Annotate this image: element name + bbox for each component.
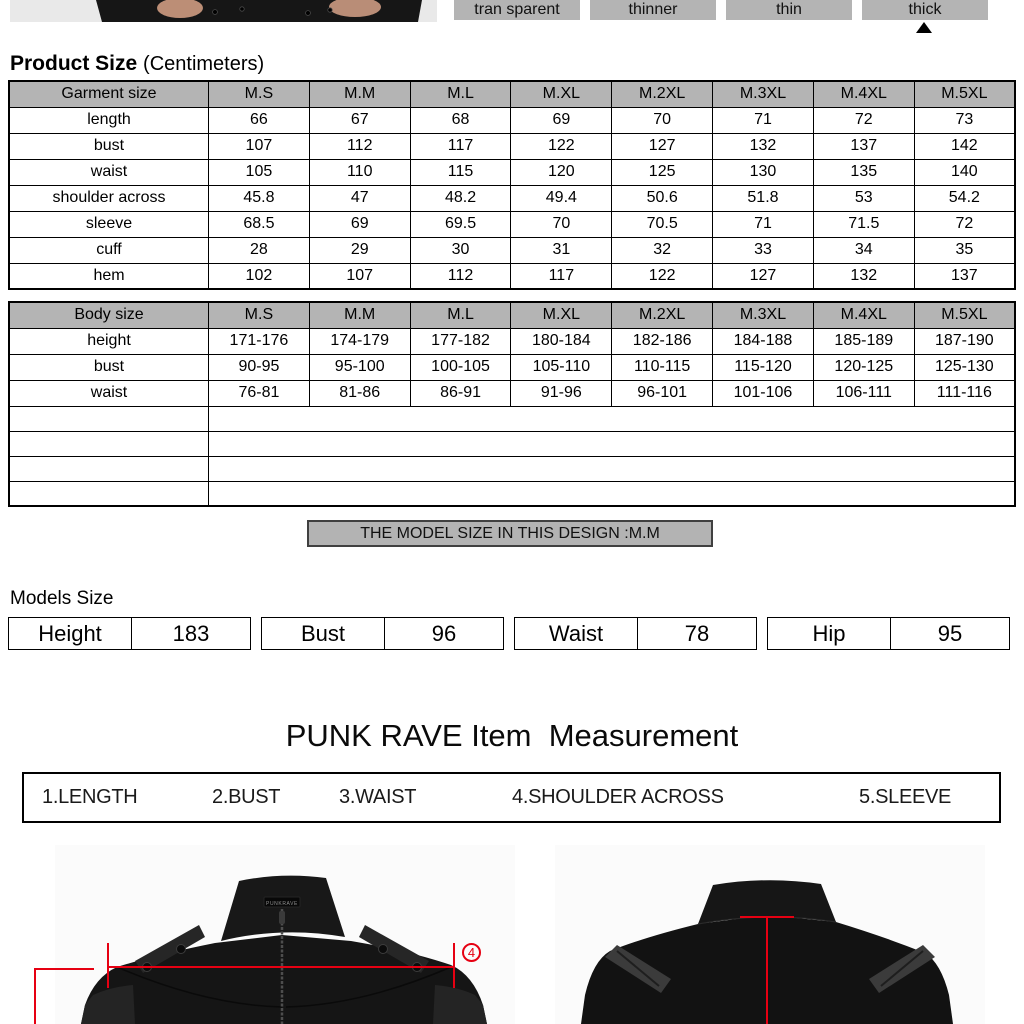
shoulder-measure-line	[108, 966, 455, 968]
row-label: length	[9, 107, 209, 133]
measurement-legend-box	[22, 772, 1001, 823]
size-value: 115	[410, 159, 511, 185]
column-header: M.M	[309, 302, 410, 328]
model-bust-value: 96	[431, 621, 457, 646]
empty-row	[9, 431, 1015, 456]
size-value: 107	[309, 263, 410, 289]
size-value: 28	[209, 237, 310, 263]
size-value: 66	[209, 107, 310, 133]
column-header: M.S	[209, 81, 310, 107]
size-value: 110-115	[612, 354, 713, 380]
row-label	[9, 431, 209, 456]
empty-cell	[209, 406, 1016, 431]
size-value: 47	[309, 185, 410, 211]
size-value: 67	[309, 107, 410, 133]
thickness-option-thinner: thinner	[590, 0, 716, 20]
column-header: M.5XL	[914, 81, 1015, 107]
measurement-heading: PUNK RAVE Item Measurement	[285, 718, 739, 753]
models-size-heading: Models Size	[10, 588, 114, 609]
model-waist-value: 78	[684, 621, 710, 646]
empty-cell	[209, 456, 1016, 481]
model-hip-value: 95	[937, 621, 963, 646]
column-header: M.XL	[511, 81, 612, 107]
column-header: M.2XL	[612, 302, 713, 328]
size-row	[9, 263, 1015, 289]
size-value: 69	[309, 211, 410, 237]
size-value: 71	[713, 107, 814, 133]
column-header: M.XL	[511, 302, 612, 328]
size-value: 31	[511, 237, 612, 263]
size-value: 142	[914, 133, 1015, 159]
size-value: 177-182	[410, 328, 511, 354]
column-header: Body size	[9, 302, 209, 328]
size-value: 70	[511, 211, 612, 237]
model-height-value: 183	[172, 621, 210, 646]
size-value: 115-120	[713, 354, 814, 380]
size-row	[9, 133, 1015, 159]
product-size-heading	[10, 52, 264, 76]
size-value: 54.2	[914, 185, 1015, 211]
size-value: 71	[713, 211, 814, 237]
size-row	[9, 380, 1015, 406]
model-hip-label: Hip	[768, 618, 891, 649]
size-value: 96-101	[612, 380, 713, 406]
model-waist-label: Waist	[515, 618, 638, 649]
size-value: 117	[511, 263, 612, 289]
size-value: 100-105	[410, 354, 511, 380]
size-value: 171-176	[209, 328, 310, 354]
shoulder-measure-tick-left	[107, 943, 109, 988]
column-header: M.4XL	[813, 81, 914, 107]
size-value: 91-96	[511, 380, 612, 406]
legend-item-length: 1.LENGTH	[42, 786, 138, 808]
size-value: 105-110	[511, 354, 612, 380]
row-label	[9, 456, 209, 481]
size-value: 32	[612, 237, 713, 263]
size-value: 117	[410, 133, 511, 159]
size-value: 132	[813, 263, 914, 289]
column-header: Garment size	[9, 81, 209, 107]
row-label	[9, 481, 209, 506]
shoulder-measure-tick-right	[453, 943, 455, 988]
size-value: 50.6	[612, 185, 713, 211]
thickness-option-thick: thick	[862, 0, 988, 20]
thickness-option-transparent: tran sparent	[454, 0, 580, 20]
size-value: 81-86	[309, 380, 410, 406]
header-row	[9, 81, 1015, 107]
size-value: 30	[410, 237, 511, 263]
size-value: 112	[410, 263, 511, 289]
garment-size-table	[8, 80, 1016, 290]
size-value: 132	[713, 133, 814, 159]
size-value: 29	[309, 237, 410, 263]
size-value: 105	[209, 159, 310, 185]
size-value: 72	[813, 107, 914, 133]
column-header: M.L	[410, 81, 511, 107]
length-measure-line-vertical	[34, 968, 36, 1024]
product-size-units: (Centimeters)	[143, 53, 265, 75]
column-header: M.M	[309, 81, 410, 107]
size-value: 135	[813, 159, 914, 185]
size-value: 76-81	[209, 380, 310, 406]
size-value: 69.5	[410, 211, 511, 237]
product-size-title: Product Size	[10, 52, 138, 75]
legend-item-waist: 3.WAIST	[339, 786, 417, 808]
product-photo-strip	[10, 0, 437, 22]
size-row	[9, 159, 1015, 185]
size-value: 33	[713, 237, 814, 263]
row-label: hem	[9, 263, 209, 289]
size-value: 34	[813, 237, 914, 263]
size-row	[9, 107, 1015, 133]
row-label: waist	[9, 380, 209, 406]
size-value: 73	[914, 107, 1015, 133]
size-value: 86-91	[410, 380, 511, 406]
size-value: 127	[713, 263, 814, 289]
empty-row	[9, 456, 1015, 481]
size-value: 125	[612, 159, 713, 185]
size-value: 102	[209, 263, 310, 289]
size-value: 110	[309, 159, 410, 185]
row-label: bust	[9, 354, 209, 380]
collar-brand-label: PUNKRAVE	[266, 901, 298, 907]
size-value: 69	[511, 107, 612, 133]
size-value: 90-95	[209, 354, 310, 380]
empty-cell	[209, 481, 1016, 506]
size-value: 71.5	[813, 211, 914, 237]
size-value: 182-186	[612, 328, 713, 354]
thickness-marker-icon	[916, 22, 932, 33]
size-value: 101-106	[713, 380, 814, 406]
row-label: shoulder across	[9, 185, 209, 211]
thickness-option-thin: thin	[726, 0, 852, 20]
back-length-measure-line	[766, 916, 768, 1024]
size-row	[9, 328, 1015, 354]
size-value: 70	[612, 107, 713, 133]
size-value: 68	[410, 107, 511, 133]
model-size-note: THE MODEL SIZE IN THIS DESIGN :M.M	[307, 520, 713, 547]
size-row	[9, 211, 1015, 237]
column-header: M.3XL	[713, 302, 814, 328]
size-value: 35	[914, 237, 1015, 263]
column-header: M.5XL	[914, 302, 1015, 328]
row-label: bust	[9, 133, 209, 159]
row-label: cuff	[9, 237, 209, 263]
size-value: 106-111	[813, 380, 914, 406]
size-value: 180-184	[511, 328, 612, 354]
size-value: 127	[612, 133, 713, 159]
header-row	[9, 302, 1015, 328]
shoulder-measure-callout: 4	[462, 943, 481, 962]
size-value: 48.2	[410, 185, 511, 211]
size-value: 45.8	[209, 185, 310, 211]
model-hip-box	[767, 617, 1010, 650]
legend-item-sleeve: 5.SLEEVE	[859, 786, 952, 808]
size-row	[9, 354, 1015, 380]
model-waist-box	[514, 617, 757, 650]
size-value: 120	[511, 159, 612, 185]
size-value: 184-188	[713, 328, 814, 354]
row-label: waist	[9, 159, 209, 185]
model-height-label: Height	[9, 618, 132, 649]
size-value: 174-179	[309, 328, 410, 354]
size-value: 49.4	[511, 185, 612, 211]
empty-row	[9, 406, 1015, 431]
size-value: 70.5	[612, 211, 713, 237]
size-value: 107	[209, 133, 310, 159]
size-value: 125-130	[914, 354, 1015, 380]
size-value: 95-100	[309, 354, 410, 380]
empty-row	[9, 481, 1015, 506]
length-measure-line-horizontal	[34, 968, 94, 970]
size-value: 51.8	[713, 185, 814, 211]
garment-front-photo	[55, 845, 515, 1024]
column-header: M.4XL	[813, 302, 914, 328]
column-header: M.3XL	[713, 81, 814, 107]
column-header: M.S	[209, 302, 310, 328]
row-label: sleeve	[9, 211, 209, 237]
empty-cell	[209, 431, 1016, 456]
size-row	[9, 185, 1015, 211]
model-height-box	[8, 617, 251, 650]
body-size-table	[8, 301, 1016, 507]
column-header: M.L	[410, 302, 511, 328]
model-bust-box	[261, 617, 504, 650]
size-value: 185-189	[813, 328, 914, 354]
size-value: 112	[309, 133, 410, 159]
row-label	[9, 406, 209, 431]
size-value: 140	[914, 159, 1015, 185]
size-value: 122	[511, 133, 612, 159]
size-value: 72	[914, 211, 1015, 237]
garment-back-photo	[555, 845, 985, 1024]
size-value: 130	[713, 159, 814, 185]
size-value: 120-125	[813, 354, 914, 380]
legend-item-bust: 2.BUST	[212, 786, 281, 808]
column-header: M.2XL	[612, 81, 713, 107]
legend-item-shoulder: 4.SHOULDER ACROSS	[512, 786, 724, 808]
size-value: 122	[612, 263, 713, 289]
size-value: 111-116	[914, 380, 1015, 406]
row-label: height	[9, 328, 209, 354]
size-value: 137	[914, 263, 1015, 289]
size-value: 187-190	[914, 328, 1015, 354]
size-value: 137	[813, 133, 914, 159]
model-bust-label: Bust	[262, 618, 385, 649]
size-value: 68.5	[209, 211, 310, 237]
size-value: 53	[813, 185, 914, 211]
size-row	[9, 237, 1015, 263]
